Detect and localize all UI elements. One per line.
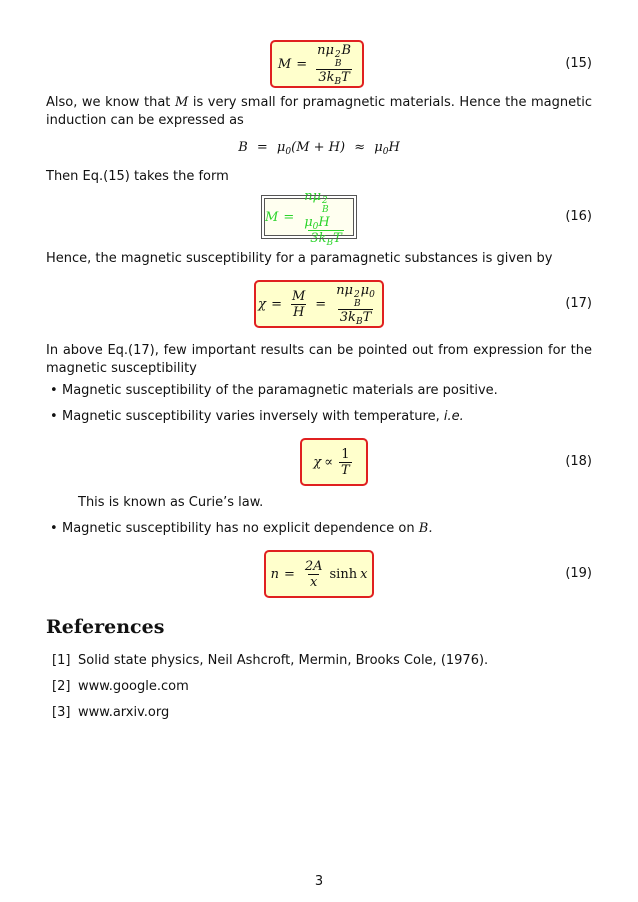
- equation-18-box: χ ∝ $\frac{1}{T}$: [300, 438, 368, 486]
- equation-19-number: (19): [565, 566, 592, 581]
- reference-item: [3] www.arxiv.org: [52, 705, 170, 720]
- equation-17-number: (17): [565, 296, 592, 311]
- equation-17-box: χ = $\frac{M}{H}$ = nμ 2 B $\mu_0$ $3k_BT$: [254, 280, 384, 328]
- bullet-item: • Magnetic susceptibility of the paramagnetic materials are positive.: [50, 383, 498, 398]
- equation-15-number: (15): [565, 56, 592, 71]
- curie-law-text: This is known as Curie’s law.: [78, 495, 264, 510]
- references-heading: References: [46, 616, 165, 638]
- paragraph-line: Then Eq.(15) takes the form: [46, 169, 229, 184]
- reference-item: [1] Solid state physics, Neil Ashcroft, Mermin, Brooks Cole, (1976).: [52, 653, 489, 668]
- page-number: 3: [314, 874, 324, 889]
- equation-16-box: M = nμ 2 B $\mu_0H$ $3k_BT$: [264, 198, 354, 236]
- paragraph-line: Hence, the magnetic susceptibility for a paramagnetic substances is given by: [46, 251, 553, 266]
- bullet-icon: •: [50, 521, 58, 536]
- paragraph-line: Also, we know that M is very small for pramagnetic materials. Hence the magnetic: [46, 95, 592, 110]
- bullet-item: • Magnetic susceptibility has no explicit dependence on B.: [50, 521, 433, 536]
- equation-19-box: n = $\frac{2A}{x}$ sinh x: [264, 550, 374, 598]
- equation-induction: $B = \mu_0(M + H) \approx \mu_0H$: [238, 140, 400, 157]
- bullet-item: • Magnetic susceptibility varies inversely with temperature, i.e.: [50, 409, 464, 424]
- paragraph-line: magnetic susceptibility: [46, 361, 197, 376]
- bullet-icon: •: [50, 383, 58, 398]
- reference-item: [2] www.google.com: [52, 679, 189, 694]
- paragraph-line: induction can be expressed as: [46, 113, 244, 128]
- bullet-icon: •: [50, 409, 58, 424]
- equation-18-number: (18): [565, 454, 592, 469]
- paragraph-line: In above Eq.(17), few important results can be pointed out from expression for the: [46, 343, 592, 358]
- equation-16-number: (16): [565, 209, 592, 224]
- equation-15-box: M = nμ 2 B B $3k_BT$: [270, 40, 364, 88]
